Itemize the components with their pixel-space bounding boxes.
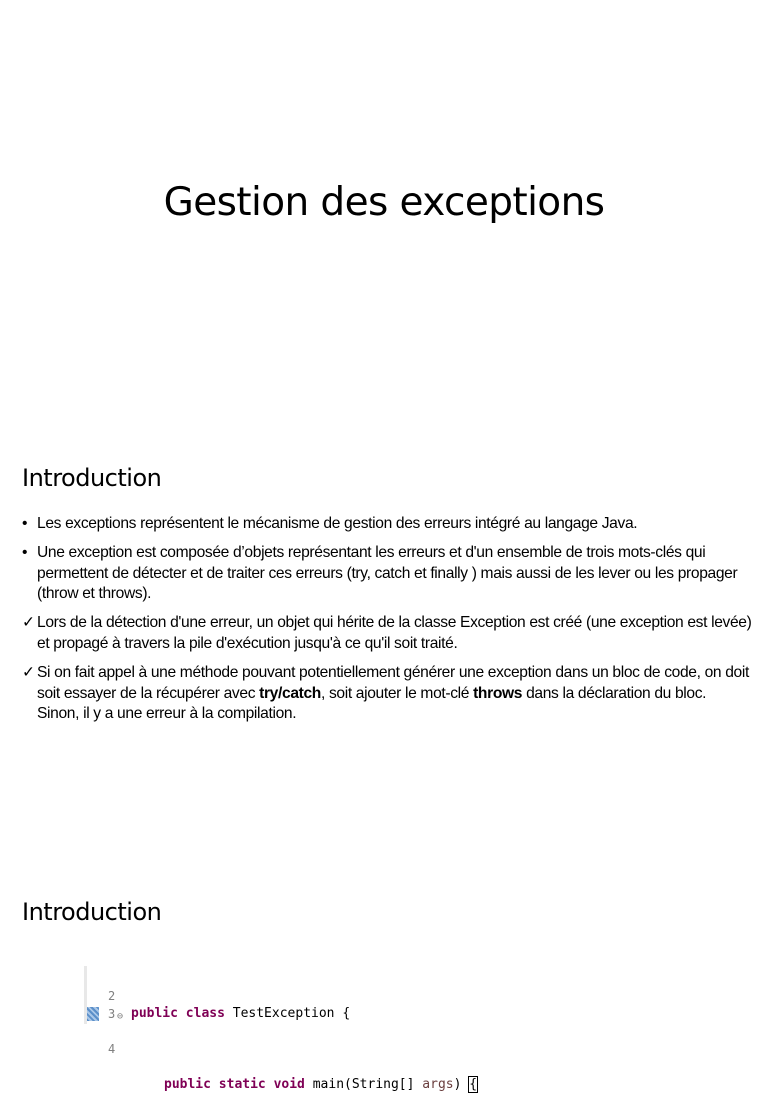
list-item [22, 613, 752, 655]
code-keyword: public class [131, 1006, 225, 1021]
bullet-list [22, 514, 752, 733]
code-parameter: args [422, 1077, 454, 1092]
keyword-throws: throws [473, 684, 523, 702]
list-item [22, 514, 752, 535]
code-line: 4 ⊖ public static void main(String[] args) { [84, 1006, 115, 1024]
section-heading-introduction: Introduction [22, 464, 162, 492]
code-line [84, 988, 116, 1021]
slide-title: Gestion des exceptions [163, 180, 605, 225]
collapse-fold-icon: ⊖ [117, 1011, 124, 1022]
bullet-text: Une exception est composée d’objets représentant les erreurs et d'un ensemble de trois mots-clés qui permettent de détecter et de traiter ces erreurs (try, catch et finally ) mais aussi de les lever ou les propager (throw et throws). [37, 543, 738, 603]
checkmark-icon: ✓ [22, 614, 35, 632]
bullet-marker: • [22, 515, 28, 532]
bullet-text: Si on fait appel à une méthode pouvant potentiellement générer une exception dans un bloc de code, on doit soit essayer de la récupérer avec try/catch, soit ajouter le mot-clé throws dans la déclaration du bloc. Sinon, il y a une erreur à la compilation. [37, 663, 749, 723]
line-number: 2 [108, 988, 116, 1003]
section-heading-introduction-2: Introduction [22, 898, 162, 926]
breakpoint-marker-icon [87, 1007, 99, 1021]
matching-brace: { [469, 1077, 478, 1092]
keyword-try-catch: try/catch [259, 684, 321, 702]
code-line: 2 public class TestException { [108, 988, 351, 1021]
line-number: 4 [108, 1042, 116, 1056]
list-item [22, 543, 752, 605]
code-keyword: public static void [164, 1077, 305, 1092]
list-item [22, 663, 752, 725]
line-number: 3 [108, 1006, 116, 1021]
bullet-text: Les exceptions représentent le mécanisme de gestion des erreurs intégré au langage Java. [37, 515, 638, 532]
code-screenshot [84, 966, 524, 1092]
bullet-marker: • [22, 543, 28, 561]
checkmark-icon: ✓ [22, 663, 35, 681]
bullet-text: Lors de la détection d'une erreur, un objet qui hérite de la classe Exception est créé (une exception est levée) et propagé à travers la pile d'exécution jusqu'à ce qu'il soit traité. [37, 614, 752, 652]
